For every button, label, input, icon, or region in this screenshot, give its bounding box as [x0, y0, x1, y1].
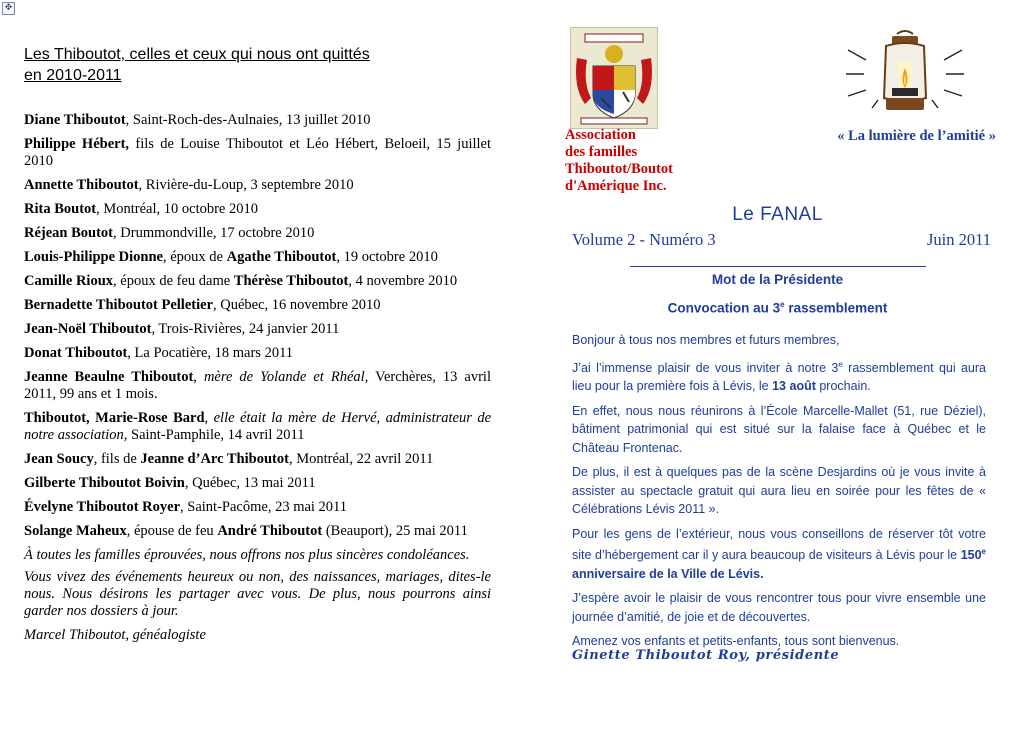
slogan: « La lumière de l’amitié » [837, 128, 996, 144]
obituary-entry: Rita Boutot, Montréal, 10 octobre 2010 [24, 201, 258, 217]
obituary-entry: Évelyne Thiboutot Royer, Saint-Pacôme, 23 mai 2011 [24, 499, 348, 515]
share-events-text: Vous vivez des événements heureux ou non, des naissances, mariages, dites-le nous. Nous désirons les partager avec vous. De plus, nous pourrons ainsi garder nos dossiers à jour. [24, 569, 491, 619]
obituary-entry: Camille Rioux, époux de feu dame Thérèse Thiboutot, 4 novembre 2010 [24, 273, 458, 289]
obituary-entry: Jeanne Beaulne Thiboutot, mère de Yolande et Rhéal, Verchères, 13 avril 2011, 99 ans et 1 mois. [24, 369, 491, 402]
obituary-title: Les Thiboutot, celles et ceux qui nous ont quittés en 2010-2011 [24, 46, 370, 84]
obituary-entry: Bernadette Thiboutot Pelletier, Québec, 16 novembre 2010 [24, 297, 381, 313]
message-subheading: Convocation au 3e rassemblement [667, 300, 888, 316]
obituary-entry: Louis-Philippe Dionne, époux de Agathe Thiboutot, 19 octobre 2010 [24, 249, 438, 265]
obituary-entry: Annette Thiboutot, Rivière-du-Loup, 3 septembre 2010 [24, 177, 354, 193]
president-signature: Ginette Thiboutot Roy, présidente [572, 648, 840, 663]
newsletter-title: Le FANAL [732, 204, 823, 225]
obituary-entry: Diane Thiboutot, Saint-Roch-des-Aulnaies, 13 juillet 2010 [24, 112, 371, 128]
message-heading: Mot de la Présidente [711, 272, 844, 287]
obituary-entry: Gilberte Thiboutot Boivin, Québec, 13 mai 2011 [24, 475, 316, 491]
condolences-text: À toutes les familles éprouvées, nous offrons nos plus sincères condoléances. [24, 547, 470, 563]
paragraph-children: Amenez vos enfants et petits-enfants, tous sont bienvenus. [572, 634, 900, 649]
lantern-icon [842, 28, 968, 124]
obituary-entry: Thiboutot, Marie-Rose Bard, elle était la mère de Hervé, administrateur de notre association, Saint-Pamphile, 14 avril 2011 [24, 410, 492, 443]
obituary-column [24, 44, 491, 649]
paragraph-lodging: Pour les gens de l’extérieur, nous vous conseillons de réserver tôt votre site d’hébergement car il y aura beaucoup de visiteurs à Lévis pour le 150e anniversaire de la Ville de Lévis. [572, 526, 986, 581]
divider [630, 266, 926, 267]
obituary-entry: Donat Thiboutot, La Pocatière, 18 mars 2011 [24, 345, 294, 361]
issue-info [572, 230, 991, 250]
obituary-entry: Philippe Hébert, fils de Louise Thiboutot et Léo Hébert, Beloeil, 15 juillet 2010 [24, 136, 491, 169]
message-body [572, 331, 986, 657]
move-handle-icon[interactable]: ✥ [2, 2, 15, 15]
obituary-entry: Solange Maheux, épouse de feu André Thiboutot (Beauport), 25 mai 2011 [24, 523, 468, 539]
paragraph-invitation: J’ai l’immense plaisir de vous inviter à notre 3e rassemblement qui aura lieu pour la première fois à Lévis, le 13 août prochain. [572, 359, 986, 394]
paragraph-hope: J’espère avoir le plaisir de vous rencontrer tous pour vivre ensemble une journée d’amitié, de joie et de découvertes. [572, 591, 986, 624]
obituary-entry: Jean-Noël Thiboutot, Trois-Rivières, 24 janvier 2011 [24, 321, 340, 337]
paragraph-show: De plus, il est à quelques pas de la scène Desjardins où je vous invite à assister au spectacle gratuit qui aura lieu en soirée pour les fêtes de « Célébrations Lévis 2011 ». [572, 465, 986, 517]
issue-date: Juin 2011 [926, 230, 991, 249]
obituary-entry: Jean Soucy, fils de Jeanne d’Arc Thiboutot, Montréal, 22 avril 2011 [24, 451, 434, 467]
volume-number: Volume 2 - Numéro 3 [572, 230, 716, 249]
obituary-entry: Réjean Boutot, Drummondville, 17 octobre 2010 [24, 225, 315, 241]
greeting: Bonjour à tous nos membres et futurs membres, [572, 333, 840, 347]
coat-of-arms-icon [570, 27, 658, 129]
paragraph-location: En effet, nous nous réunirons à l’École Marcelle-Mallet (51, rue Déziel), bâtiment patrimonial qui est situé sur la falaise face à Québec et le Château Frontenac. [572, 403, 986, 455]
genealogist-signature: Marcel Thiboutot, généalogiste [24, 627, 206, 643]
association-name: Association des familles Thiboutot/Boutot d'Amérique Inc. [565, 127, 673, 194]
